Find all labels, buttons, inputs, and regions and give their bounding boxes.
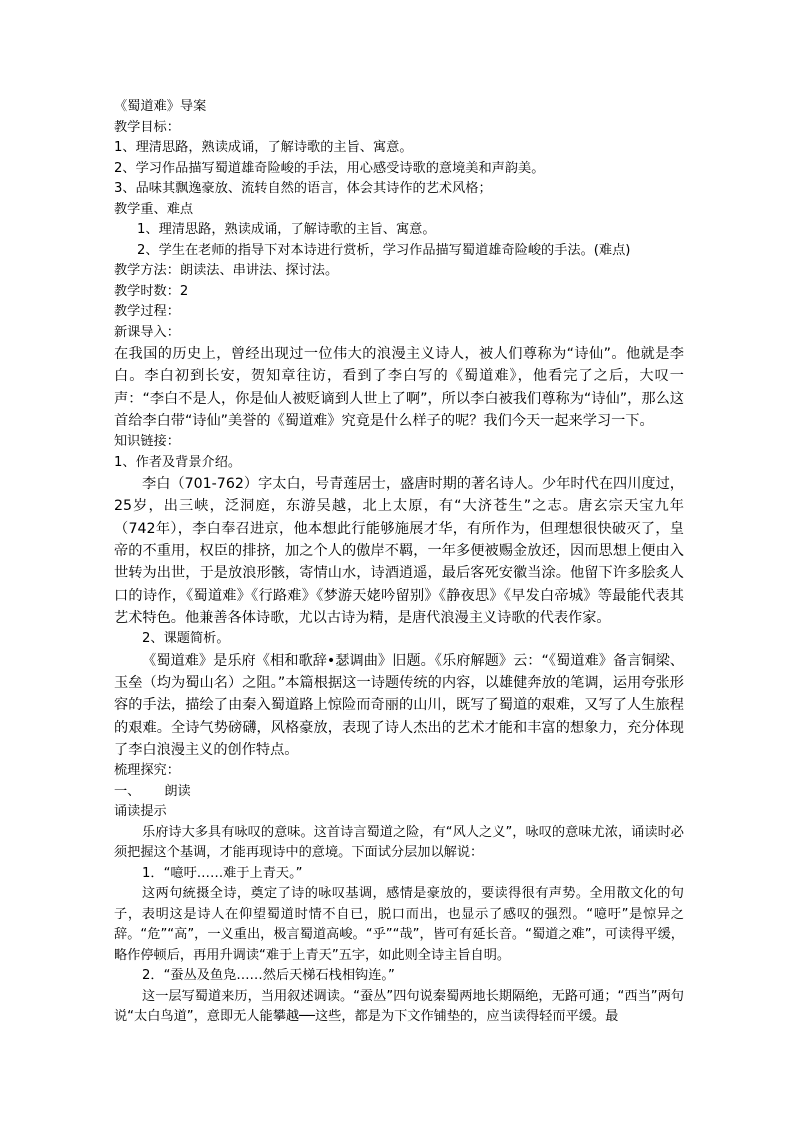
tips-paragraph: 乐府诗大多具有咏叹的意味。这首诗言蜀道之险，有“风人之义”，咏叹的意味尤浓，诵读时必须把握这个基调，才能再现诗中的意境。下面试分层加以解说： <box>114 824 684 861</box>
intro-heading: 新课导入： <box>114 324 180 340</box>
key-points-heading: 教学重、难点 <box>114 201 194 217</box>
intro-paragraph: 在我国的历史上，曾经出现过一位伟大的浪漫主义诗人，被人们尊称为“诗仙”。他就是李白。李白初到长安，贺知章往访，看到了李白写的《蜀道难》，他看完了之后，大叹一声：“李白不是人，你是仙人被贬谪到人世上了啊”，所以李白被我们尊称为“诗仙”，那么这首给李白带“诗仙”美誉的《蜀道难》究竟是什么样子的呢？我们今天一起来学习一下。 <box>114 346 684 429</box>
item1-heading: 1．“噫吁……难于上青天。” <box>142 865 303 881</box>
explore-heading: 梳理探究： <box>114 763 180 779</box>
reading-number: 一、 <box>114 783 141 799</box>
teaching-hours: 教学时数：2 <box>114 283 189 299</box>
doc-title: 《蜀道难》导案 <box>114 99 207 114</box>
knowledge-heading: 知识链接： <box>114 434 180 450</box>
author-paragraph: 李白（701-762）字太白，号青莲居士，盛唐时期的著名诗人。少年时代在四川度过，25岁，出三峡，泛洞庭，东游吴越，北上太原，有“大济苍生”之志。唐玄宗天宝九年（742年），李白奉召进京，他本想此行能够施展才华，有所作为，但理想很快破灭了，皇帝的不重用，权臣的排挤，加之个人的傲岸不羁，一年多便被赐金放还，因而思想上便由入世转为出世，于是放浪形骸，寄情山水，诗酒逍遥，最后客死安徽当涂。他留下许多脍炙人口的诗作，《蜀道难》《行路难》《梦游天姥吟留别》《静夜思》《早发白帝城》等最能代表其艺术特色。他兼善各体诗歌，尤以古诗为精，是唐代浪漫主义诗歌的代表作家。 <box>114 476 684 626</box>
key-point-item: 2、学生在老师的指导下对本诗进行赏析，学习作品描写蜀道雄奇险峻的手法。(难点) <box>137 242 631 258</box>
key-point-item: 1、理清思路，熟读成诵，了解诗歌的主旨、寓意。 <box>137 222 436 237</box>
teaching-method: 教学方法：朗读法、串讲法、探讨法。 <box>114 263 339 278</box>
author-heading: 1、作者及背景介绍。 <box>114 454 242 470</box>
item2-paragraph: 这一层写蜀道来历，当用叙述调读。“蚕丛”四句说秦蜀两地长期隔绝，无路可通；“西当”两句说“太白鸟道”，意即无人能攀越──这些，都是为下文作铺垫的，应当读得轻而平缓。最 <box>114 988 684 1025</box>
document-page <box>114 97 684 1028</box>
topic-heading: 2、课题简析。 <box>142 631 230 647</box>
goal-item: 1、理清思路，熟读成诵，了解诗歌的主旨、寓意。 <box>114 140 413 155</box>
reading-section-heading <box>114 782 684 803</box>
process-heading: 教学过程： <box>114 304 180 319</box>
goals-heading: 教学目标： <box>114 119 180 135</box>
item1-paragraph: 这两句統摄全诗，奠定了诗的咏叹基调，感情是豪放的，要读得很有声势。全用散文化的句子，表明这是诗人在仰望蜀道时情不自已，脱口而出，也显示了感叹的强烈。“噫吁”是惊异之辞。“危”“高”，一义重出，极言蜀道高峻。“乎”“哉”，皆可有延长音。“蜀道之难”，可读得平缓，略作停顿后，再用升调读“难于上青天”五字，如此则全诗主旨自明。 <box>114 886 684 963</box>
reading-label: 朗读 <box>164 783 191 799</box>
tips-heading: 诵读提示 <box>114 804 167 820</box>
item2-heading: 2．“蚕丛及鱼凫……然后天梯石栈相钩连。” <box>142 968 395 984</box>
goal-item: 2、学习作品描写蜀道雄奇险峻的手法，用心感受诗歌的意境美和声韵美。 <box>114 160 545 176</box>
goal-item: 3、品味其飘逸豪放、流转自然的语言，体会其诗作的艺术风格； <box>114 181 492 196</box>
topic-paragraph: 《蜀道难》是乐府《相和歌辞•瑟调曲》旧题。《乐府解题》云：“《蜀道难》备言铜梁、玉垒（均为蜀山名）之阻。”本篇根据这一诗题传统的内容，以雄健奔放的笔调，运用夸张形容的手法，描绘了由秦入蜀道路上惊险而奇丽的山川，既写了蜀道的艰难，又写了人生旅程的艰难。全诗气势磅礴，风格豪放，表现了诗人杰出的艺术才能和丰富的想象力，充分体现了李白浪漫主义的创作特点。 <box>114 652 684 758</box>
